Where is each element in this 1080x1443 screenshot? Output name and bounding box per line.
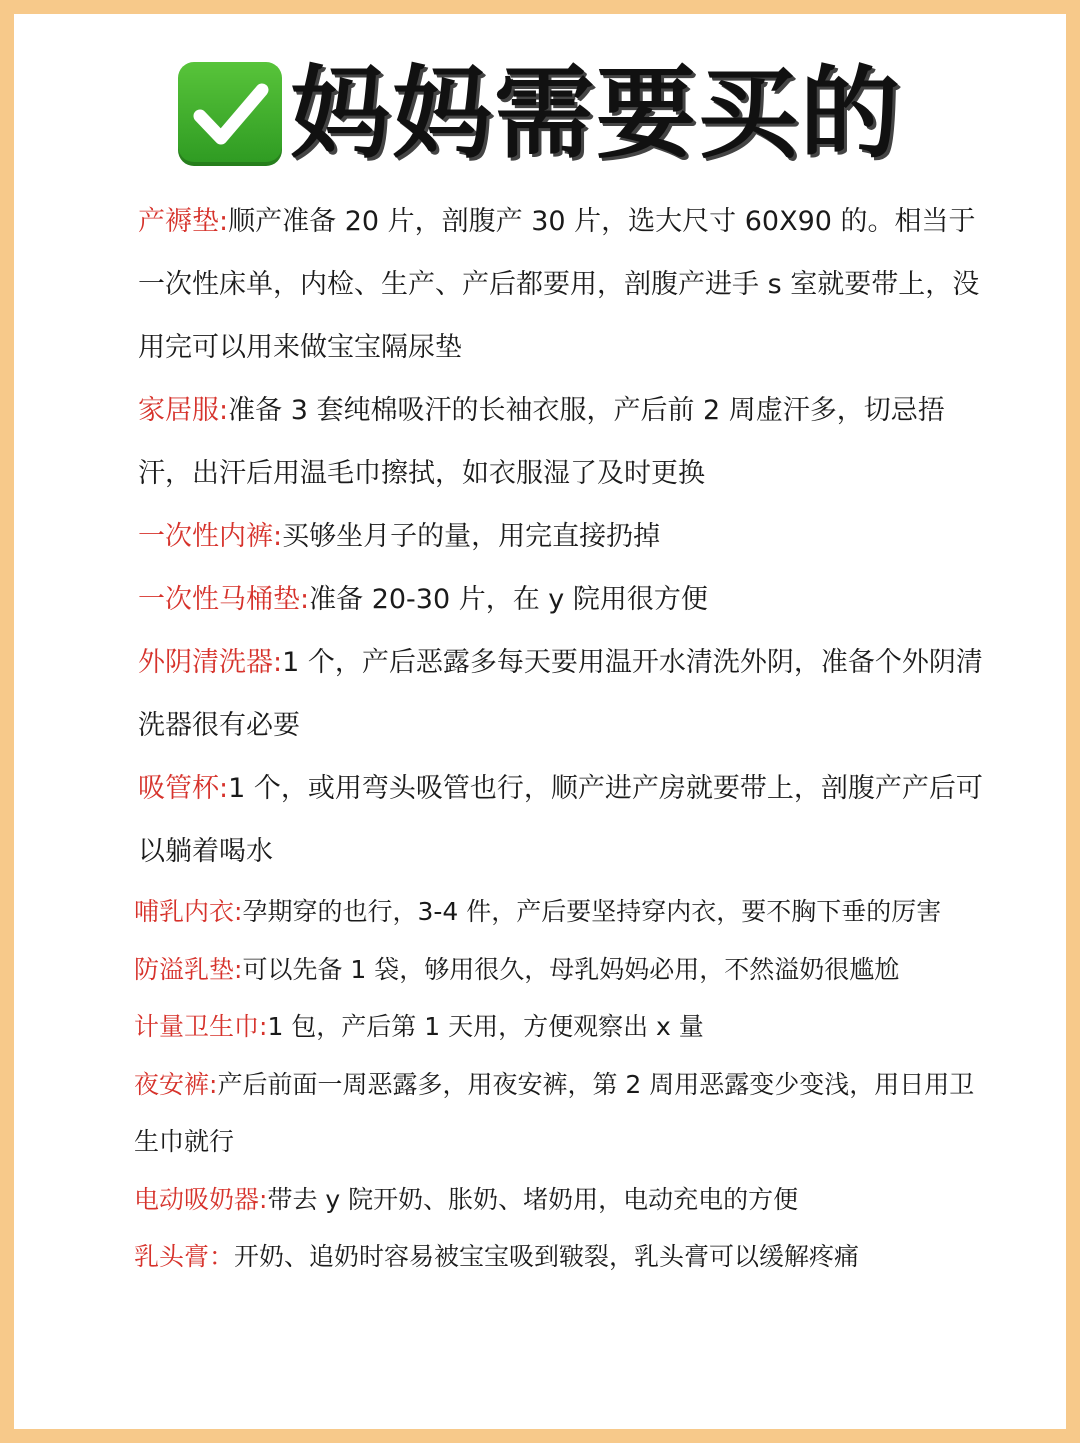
list-item xyxy=(134,1171,988,1229)
item-text: 开奶、追奶时容易被宝宝吸到皲裂，乳头膏可以缓解疼痛 xyxy=(234,1242,860,1271)
list-item xyxy=(138,757,988,883)
item-label: 电动吸奶器: xyxy=(134,1184,268,1214)
item-label: 哺乳内衣: xyxy=(134,897,243,926)
list-item xyxy=(134,883,988,941)
title-row xyxy=(14,54,1066,174)
item-label: 家居服: xyxy=(138,395,229,426)
item-label: 防溢乳垫: xyxy=(134,954,243,984)
list-item xyxy=(138,568,988,631)
list-item xyxy=(134,1228,988,1286)
white-heavy-check-mark-icon xyxy=(178,62,282,166)
item-label: 夜安裤: xyxy=(134,1069,218,1099)
item-label: 乳头膏： xyxy=(134,1242,235,1271)
item-text: 1 个，或用弯头吸管也行，顺产进产房就要带上，剖腹产产后可以躺着喝水 xyxy=(138,773,983,867)
item-text: 孕期穿的也行，3-4 件，产后要坚持穿内衣，要不胸下垂的厉害 xyxy=(242,897,942,926)
item-text: 准备 3 套纯棉吸汗的长袖衣服，产后前 2 周虚汗多，切忌捂汗，出汗后用温毛巾擦拭，如衣服湿了及时更换 xyxy=(138,395,945,489)
item-text: 准备 20-30 片，在 y 院用很方便 xyxy=(309,584,708,615)
item-label: 产褥垫: xyxy=(138,206,229,237)
list-item xyxy=(138,631,988,757)
item-text: 可以先备 1 袋，够用很久，母乳妈妈必用，不然溢奶很尴尬 xyxy=(242,954,900,984)
item-label: 一次性马桶垫: xyxy=(138,584,310,615)
item-text: 带去 y 院开奶、胀奶、堵奶用，电动充电的方便 xyxy=(267,1184,799,1214)
item-text: 买够坐月子的量，用完直接扔掉 xyxy=(282,521,661,552)
item-label: 吸管杯: xyxy=(138,773,229,804)
list-item xyxy=(134,1056,988,1171)
list-item xyxy=(138,505,988,568)
list-item xyxy=(134,941,988,999)
item-label: 一次性内裤: xyxy=(138,521,283,552)
page-title: 妈妈需要买的 xyxy=(290,55,902,172)
list-item xyxy=(138,379,988,505)
list-item xyxy=(134,998,988,1056)
item-list xyxy=(134,190,988,1286)
item-text: 顺产准备 20 片，剖腹产 30 片，选大尺寸 60X90 的。相当于一次性床单，内检、生产、产后都要用，剖腹产进手 s 室就要带上，没用完可以用来做宝宝隔尿垫 xyxy=(138,206,980,363)
item-label: 外阴清洗器: xyxy=(138,647,283,678)
item-text: 1 包，产后第 1 天用，方便观察出 x 量 xyxy=(267,1012,704,1041)
item-label: 计量卫生巾: xyxy=(134,1012,268,1041)
check-mark-glyph xyxy=(188,72,272,156)
content-card xyxy=(14,14,1066,1429)
list-item xyxy=(138,190,988,379)
item-text: 产后前面一周恶露多，用夜安裤，第 2 周用恶露变少变浅，用日用卫生巾就行 xyxy=(134,1069,975,1156)
item-text: 1 个，产后恶露多每天要用温开水清洗外阴，准备个外阴清洗器很有必要 xyxy=(138,647,983,741)
